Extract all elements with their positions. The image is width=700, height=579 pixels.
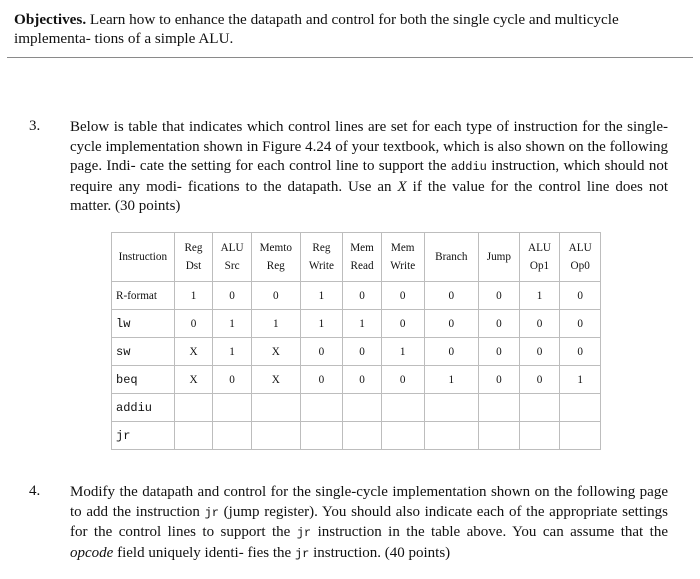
header-label: Write — [308, 260, 334, 272]
q3-x-italic: X — [397, 178, 407, 195]
q4-text-part: instruction in the table above. You can assume that the — [311, 524, 668, 540]
control-value-cell: 0 — [424, 282, 479, 310]
objectives-label: Objectives — [14, 11, 83, 28]
q3-text-part: instruction, which should not require any modi- fications to the datapath. Use an — [70, 158, 669, 195]
control-value-cell: 0 — [479, 366, 520, 394]
header-label: Read — [350, 260, 374, 272]
control-value-cell: 0 — [479, 310, 520, 338]
header-alu-op0 — [560, 233, 601, 282]
header-alu-op1 — [519, 233, 560, 282]
control-value-cell[interactable] — [381, 422, 424, 450]
control-value-cell: 0 — [300, 366, 343, 394]
header-label: Op0 — [570, 260, 590, 272]
instruction-cell: sw — [112, 338, 175, 366]
control-value-cell: 1 — [300, 310, 343, 338]
question-3-number: 3. — [29, 118, 41, 134]
control-value-cell: 0 — [343, 366, 382, 394]
header-label: Branch — [435, 251, 468, 263]
control-value-cell[interactable] — [479, 394, 520, 422]
control-value-cell: 1 — [300, 282, 343, 310]
control-value-cell: 1 — [174, 282, 213, 310]
control-value-cell: 0 — [381, 282, 424, 310]
control-value-cell: 0 — [381, 310, 424, 338]
control-value-cell[interactable] — [519, 394, 560, 422]
header-jump — [479, 233, 520, 282]
control-value-cell: 1 — [519, 282, 560, 310]
control-value-cell[interactable] — [343, 394, 382, 422]
q4-text-part: Modify the datapath and control for the single-cycle implementation shown on the following page to add the instruction — [70, 484, 668, 520]
control-lines-table — [111, 232, 601, 450]
control-value-cell[interactable] — [479, 422, 520, 450]
control-value-cell: 0 — [479, 338, 520, 366]
instruction-cell: beq — [112, 366, 175, 394]
header-instruction — [112, 233, 175, 282]
instruction-cell: lw — [112, 310, 175, 338]
control-value-cell: 1 — [343, 310, 382, 338]
control-value-cell: 0 — [560, 310, 601, 338]
control-value-cell: 1 — [560, 366, 601, 394]
control-value-cell[interactable] — [424, 394, 479, 422]
control-value-cell[interactable] — [560, 394, 601, 422]
control-value-cell[interactable] — [251, 394, 300, 422]
header-label: Src — [224, 260, 240, 272]
table-body — [112, 282, 601, 450]
control-value-cell[interactable] — [381, 394, 424, 422]
objectives-paragraph: Objectives. Learn how to enhance the datapath and control for both the single cycle and multicycle implementa- tions of a simple ALU. — [14, 11, 619, 47]
header-label: Reg — [184, 242, 203, 254]
control-value-cell: 1 — [424, 366, 479, 394]
control-value-cell: 0 — [213, 282, 252, 310]
control-value-cell[interactable] — [251, 422, 300, 450]
header-mem-read — [343, 233, 382, 282]
control-value-cell: X — [251, 366, 300, 394]
control-value-cell: X — [174, 366, 213, 394]
control-value-cell: X — [251, 338, 300, 366]
table-row — [112, 366, 601, 394]
control-value-cell: 0 — [300, 338, 343, 366]
section-divider — [7, 57, 693, 58]
header-label: ALU — [568, 242, 592, 254]
control-value-cell: 0 — [251, 282, 300, 310]
control-value-cell[interactable] — [560, 422, 601, 450]
control-value-cell: 0 — [343, 282, 382, 310]
table-header-row — [112, 233, 601, 282]
control-value-cell: 0 — [174, 310, 213, 338]
header-label: Instruction — [118, 251, 168, 263]
control-value-cell[interactable] — [424, 422, 479, 450]
q4-opcode-italic: opcode — [70, 544, 114, 561]
control-value-cell: 0 — [560, 338, 601, 366]
header-branch — [424, 233, 479, 282]
q3-text-part: if the value for the control line does not matter. (30 points) — [70, 178, 668, 214]
table-row — [112, 394, 601, 422]
header-label: Mem — [350, 242, 374, 254]
control-value-cell: 0 — [479, 282, 520, 310]
header-label: Memto — [259, 242, 292, 254]
q4-code-jr: jr — [204, 505, 219, 520]
instruction-cell: jr — [112, 422, 175, 450]
header-label: Dst — [185, 260, 202, 272]
header-reg-write — [300, 233, 343, 282]
instruction-cell: R-format — [112, 282, 175, 310]
table-row — [112, 282, 601, 310]
header-alu-src — [213, 233, 252, 282]
control-value-cell: 0 — [424, 310, 479, 338]
control-value-cell: 0 — [381, 366, 424, 394]
control-value-cell: 1 — [251, 310, 300, 338]
question-4-number: 4. — [29, 483, 41, 499]
control-value-cell: 0 — [424, 338, 479, 366]
q4-text-part: field uniquely identi- fies the — [113, 544, 295, 561]
control-value-cell: 0 — [560, 282, 601, 310]
table-row — [112, 422, 601, 450]
header-label: Reg — [312, 242, 331, 254]
table-row — [112, 338, 601, 366]
control-value-cell[interactable] — [343, 422, 382, 450]
control-value-cell: 0 — [343, 338, 382, 366]
q3-code-addiu: addiu — [450, 160, 487, 174]
header-reg-dst — [174, 233, 213, 282]
control-value-cell: 1 — [381, 338, 424, 366]
header-label: Op1 — [529, 260, 550, 272]
q4-code-jr: jr — [294, 546, 310, 561]
control-value-cell: 0 — [519, 366, 560, 394]
instruction-cell: addiu — [112, 394, 175, 422]
control-value-cell[interactable] — [174, 394, 213, 422]
control-value-cell[interactable] — [174, 422, 213, 450]
header-mem-write — [381, 233, 424, 282]
control-value-cell: 0 — [519, 310, 560, 338]
header-label: ALU — [528, 242, 551, 254]
control-value-cell[interactable] — [300, 394, 343, 422]
control-value-cell: 1 — [213, 338, 252, 366]
header-label: Write — [390, 260, 416, 272]
header-label: Jump — [486, 251, 511, 263]
objectives-text: Learn how to enhance the datapath and control for both the single cycle and multicycle implementa- tions of a simple ALU. — [14, 11, 619, 47]
table-row — [112, 310, 601, 338]
control-value-cell: X — [174, 338, 213, 366]
question-3-text — [70, 118, 668, 217]
control-value-cell[interactable] — [213, 394, 252, 422]
header-label: ALU — [220, 242, 244, 254]
question-4-text — [70, 483, 668, 564]
control-value-cell[interactable] — [213, 422, 252, 450]
control-value-cell: 0 — [519, 338, 560, 366]
q3-text-part: Below is table that indicates which control lines are set for each type of instruction for the single-cycle implementation shown in Figure 4.24 of your textbook, which is also shown on the following page. Indi- cate the setting for each control line to support the — [70, 119, 668, 174]
header-memto-reg — [251, 233, 300, 282]
header-label: Mem — [390, 242, 415, 254]
control-value-cell[interactable] — [300, 422, 343, 450]
q4-text-part: (jump register). You should also indicate each of the appropriate settings for the control lines to support the — [70, 503, 668, 540]
control-value-cell: 0 — [213, 366, 252, 394]
header-label: Reg — [266, 260, 285, 272]
q4-text-part: instruction. (40 points) — [309, 544, 451, 561]
control-value-cell[interactable] — [519, 422, 560, 450]
control-value-cell: 1 — [213, 310, 252, 338]
q4-code-jr: jr — [296, 526, 312, 540]
